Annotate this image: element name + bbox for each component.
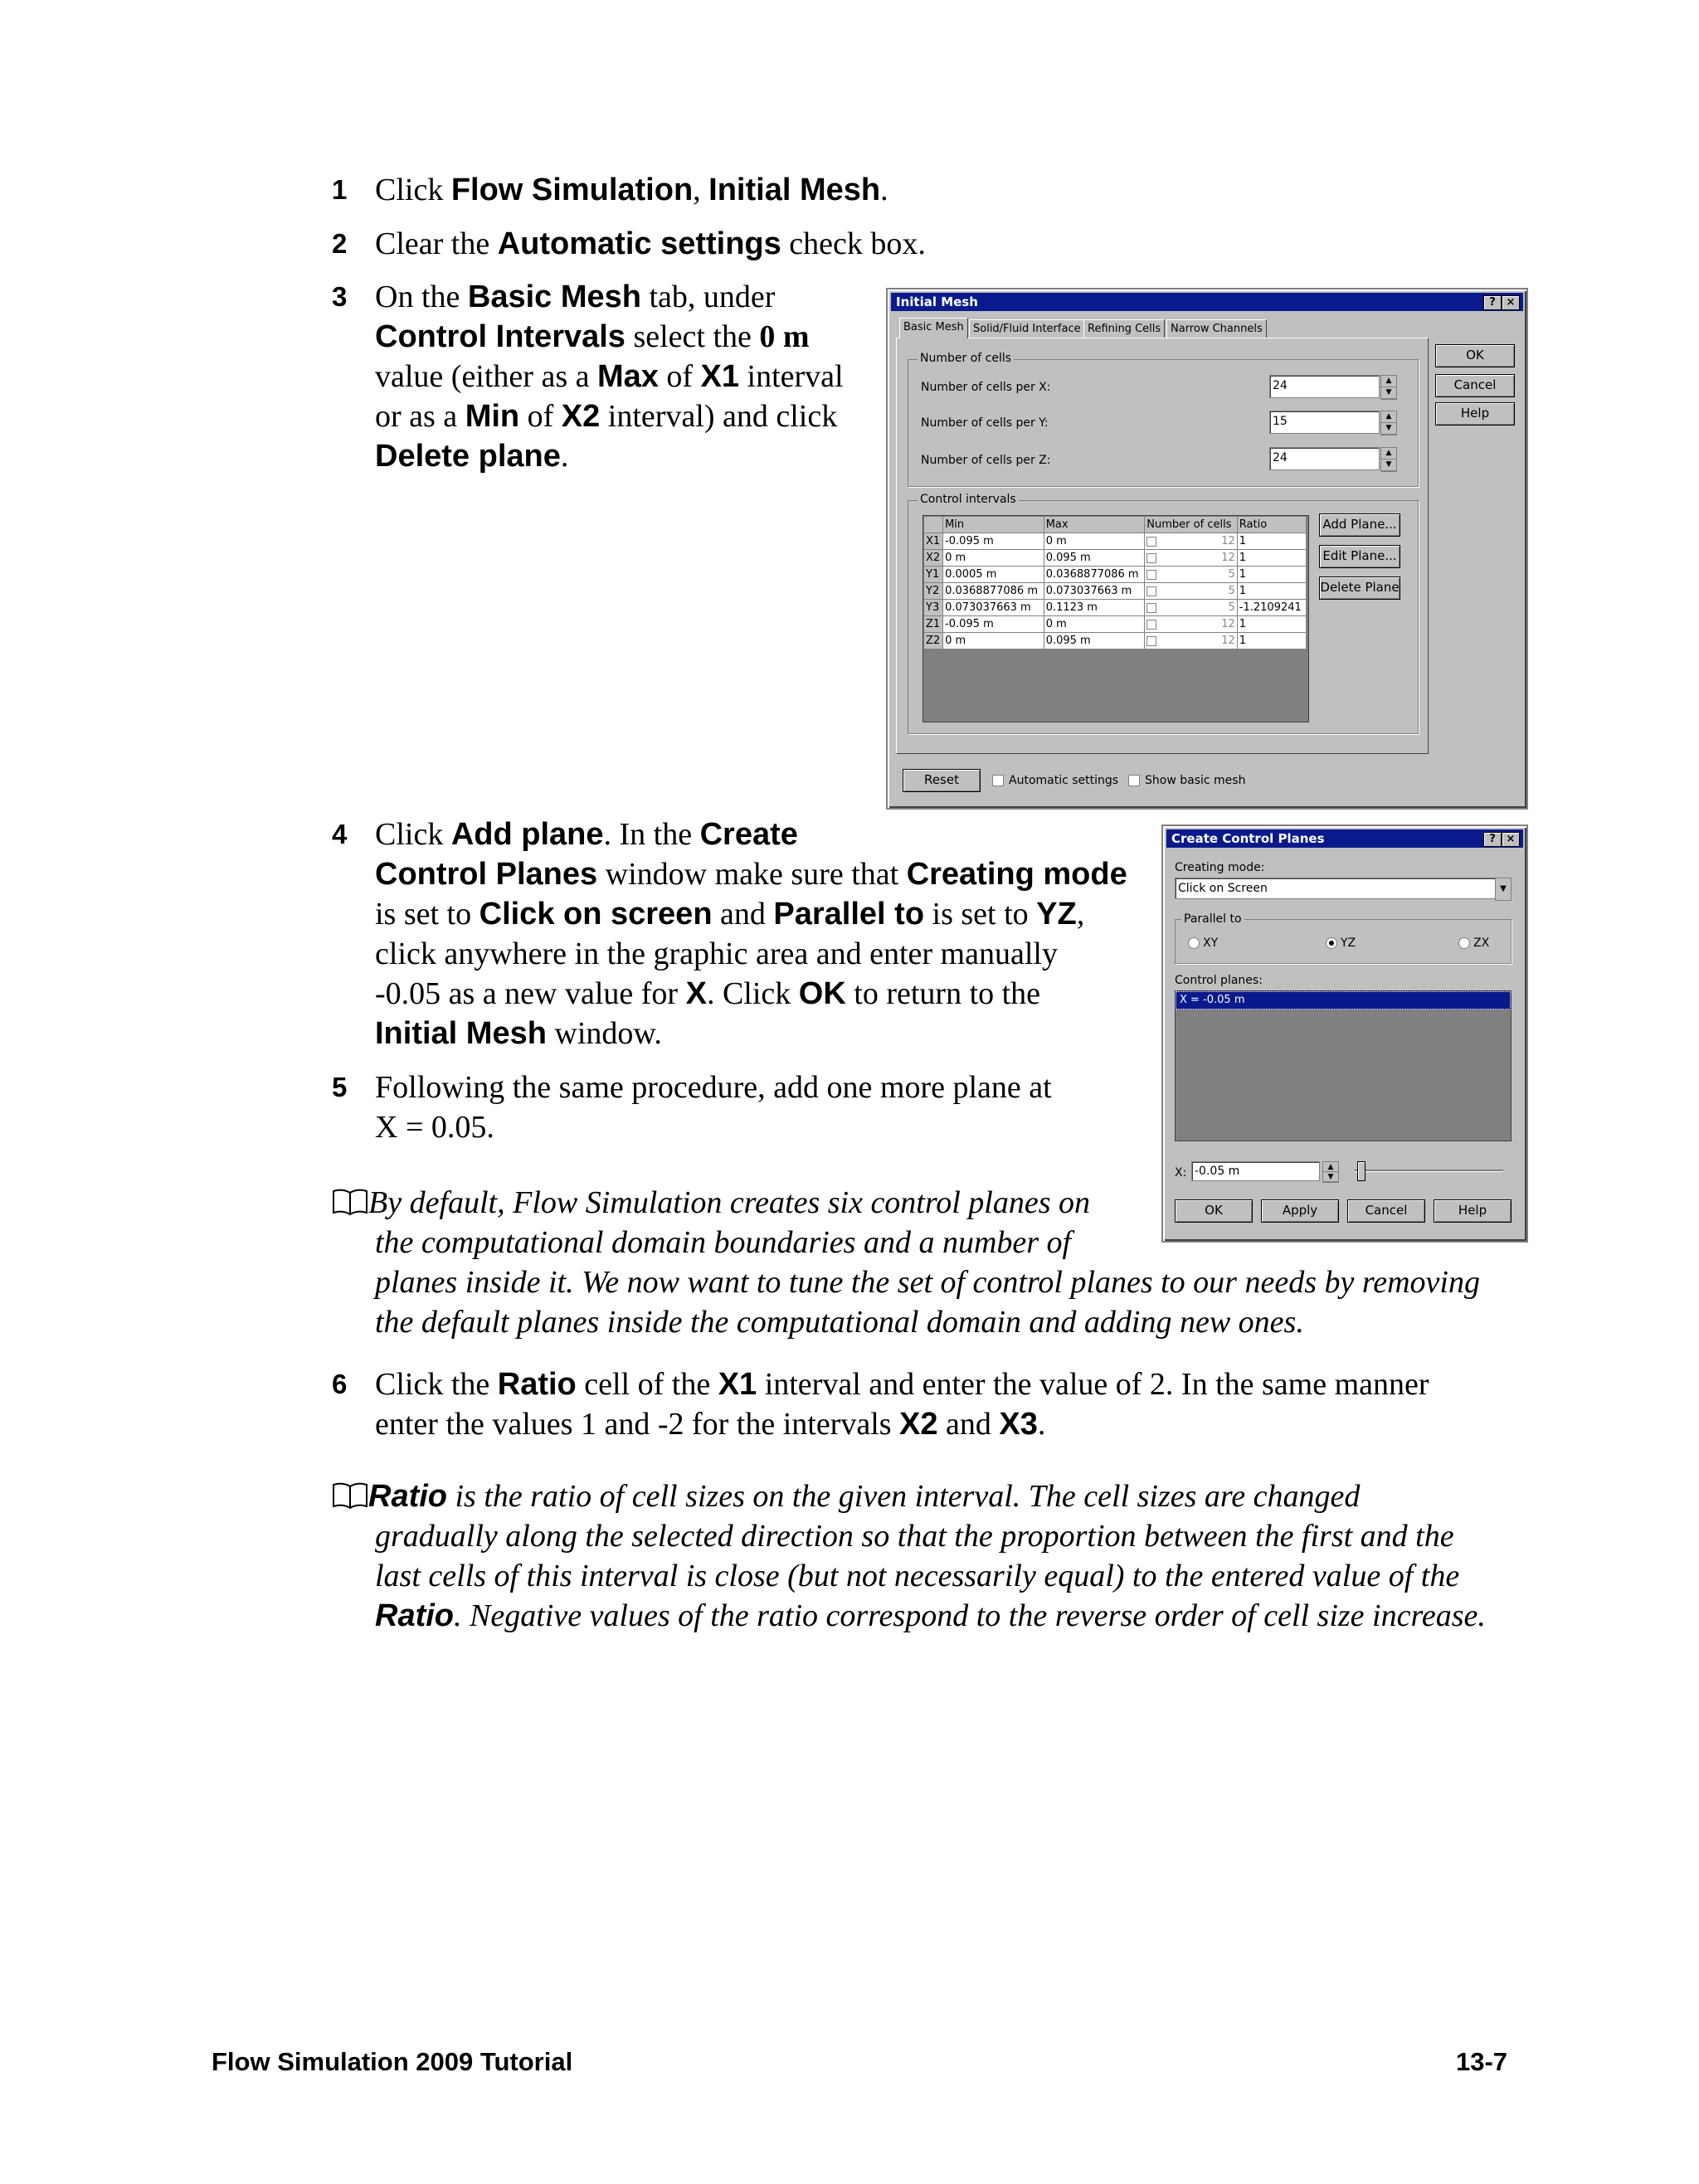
ratio-cell[interactable]: 1 [1237, 533, 1306, 550]
text-run: -0.05 as a new value for [375, 976, 686, 1011]
cells-y-label: Number of cells per Y: [921, 416, 1049, 430]
cells-checkbox[interactable] [1146, 620, 1156, 630]
text-line [375, 1107, 1052, 1147]
text-run: . In the [603, 817, 700, 852]
min-cell[interactable]: 0 m [943, 550, 1044, 567]
min-cell[interactable]: 0.073037663 m [943, 600, 1044, 616]
note-ratio [332, 1476, 1543, 1642]
bold-value: 0 m [759, 319, 810, 354]
book-icon [332, 1481, 368, 1510]
text-run: is set to [924, 897, 1037, 931]
bold-term: Parallel to [773, 897, 925, 931]
text-run: value (either as a [375, 359, 597, 394]
yz-radio[interactable] [1326, 937, 1337, 949]
cells-cell[interactable] [1145, 600, 1237, 616]
min-cell[interactable]: 0.0368877086 m [943, 583, 1044, 600]
initial-mesh-dialog [886, 288, 1528, 810]
step-text [375, 1068, 1052, 1147]
control-planes-label: Control planes: [1175, 974, 1263, 987]
ratio-cell[interactable]: 1 [1237, 633, 1306, 649]
cells-cell[interactable] [1145, 583, 1237, 600]
bold-term: Add plane [450, 817, 604, 852]
text-line [375, 436, 844, 476]
text-run: interval and enter the value of 2. In the same manner [757, 1367, 1429, 1402]
ok-button[interactable]: OK [1435, 344, 1515, 367]
row-name: Y3 [924, 600, 943, 616]
text-line [375, 934, 1127, 974]
x-slider-handle[interactable] [1357, 1161, 1366, 1181]
control-planes-list[interactable] [1175, 990, 1512, 1141]
text-run: planes inside it. We now want to tune the set of control planes to our needs by removing [375, 1265, 1480, 1300]
text-run: the default planes inside the computational domain and adding new ones. [375, 1305, 1304, 1340]
xy-radio[interactable] [1188, 937, 1200, 949]
text-line [368, 1183, 1480, 1223]
step-text [375, 277, 844, 476]
note-default-planes [332, 1183, 1543, 1349]
text-run: Clear the [375, 226, 498, 261]
ratio-cell[interactable]: -1.2109241 [1237, 600, 1306, 616]
ratio-cell[interactable]: 1 [1237, 616, 1306, 633]
step-6 [332, 1364, 1543, 1447]
text-run: interval) and click [600, 399, 838, 434]
step-number: 6 [332, 1369, 348, 1399]
zx-radio[interactable] [1458, 937, 1470, 949]
text-run: click anywhere in the graphic area and enter manually [375, 936, 1058, 971]
text-run: , [693, 173, 709, 207]
control-intervals-label: Control intervals [918, 493, 1019, 506]
row-name: Z2 [924, 633, 943, 649]
text-run: . [1037, 1407, 1046, 1442]
text-line [375, 1223, 1480, 1262]
x-value-input[interactable]: -0.05 m [1191, 1161, 1320, 1181]
create-control-planes-dialog [1161, 824, 1528, 1243]
step-5 [332, 1068, 1128, 1150]
min-cell[interactable]: 0 m [943, 633, 1044, 649]
bold-term: X2 [561, 399, 601, 434]
text-run: Click [375, 173, 451, 207]
creating-mode-label: Creating mode: [1175, 861, 1265, 874]
book-icon [332, 1188, 368, 1216]
min-cell[interactable]: -0.095 m [943, 533, 1044, 550]
text-line [375, 357, 844, 396]
min-cell[interactable]: -0.095 m [943, 616, 1044, 633]
bold-term: Initial Mesh [375, 1016, 547, 1051]
table-header: Max [1044, 517, 1145, 533]
yz-label: YZ [1341, 936, 1356, 950]
text-run: and [937, 1407, 1000, 1442]
table-header: Ratio [1237, 517, 1306, 533]
cells-y-spinner[interactable]: ▲ ▼ [1380, 411, 1397, 435]
text-line [375, 1404, 1429, 1444]
table-row[interactable] [924, 600, 1307, 616]
ok-button[interactable]: OK [1175, 1199, 1253, 1223]
text-run: On the [375, 280, 468, 314]
apply-button[interactable]: Apply [1261, 1199, 1339, 1223]
text-line [375, 277, 844, 317]
parallel-to-label: Parallel to [1181, 912, 1244, 926]
min-cell[interactable]: 0.0005 m [943, 567, 1044, 583]
bold-term: Control Intervals [375, 319, 626, 354]
close-icon[interactable]: × [1502, 832, 1520, 847]
ratio-cell[interactable]: 1 [1237, 583, 1306, 600]
max-cell[interactable]: 0.1123 m [1044, 600, 1145, 616]
bold-term: X1 [718, 1367, 757, 1402]
bold-term: Ratio [375, 1598, 454, 1633]
text-run: Click [375, 817, 451, 852]
table-row[interactable] [924, 567, 1307, 583]
step-number: 2 [332, 228, 348, 259]
cells-checkbox[interactable] [1146, 537, 1156, 547]
table-row[interactable] [924, 633, 1307, 649]
cells-checkbox[interactable] [1146, 570, 1156, 580]
text-line [375, 1556, 1486, 1596]
table-row[interactable] [924, 616, 1307, 633]
cells-cell[interactable] [1145, 633, 1237, 649]
ratio-cell[interactable]: 1 [1237, 567, 1306, 583]
show-basic-mesh-checkbox[interactable] [1128, 775, 1140, 786]
tab-basic-mesh[interactable]: Basic Mesh [899, 318, 968, 338]
cells-z-label: Number of cells per Z: [921, 454, 1051, 467]
tab-refining-cells[interactable]: Refining Cells [1083, 319, 1165, 338]
text-run: enter the values 1 and -2 for the intervals [375, 1407, 900, 1442]
bold-term: X [685, 976, 707, 1011]
creating-mode-select[interactable]: Click on Screen [1175, 878, 1502, 899]
bold-term: Creating mode [906, 857, 1127, 892]
cells-x-spinner[interactable]: ▲ ▼ [1380, 375, 1397, 400]
help-icon[interactable]: ? [1483, 295, 1502, 310]
cells-count: 12 [1221, 535, 1235, 547]
cells-cell[interactable] [1145, 567, 1237, 583]
text-run: is set to [375, 897, 480, 931]
text-run: , [1076, 897, 1085, 931]
max-cell[interactable]: 0 m [1044, 616, 1145, 633]
cells-cell[interactable] [1145, 533, 1237, 550]
text-run: Click the [375, 1367, 498, 1402]
automatic-settings-checkbox[interactable] [992, 775, 1004, 786]
help-icon[interactable]: ? [1483, 832, 1502, 847]
max-cell[interactable]: 0.073037663 m [1044, 583, 1145, 600]
bold-term: X1 [700, 359, 740, 394]
zx-label: ZX [1473, 936, 1490, 950]
text-run: window. [546, 1016, 662, 1051]
help-button[interactable]: Help [1435, 402, 1515, 426]
text-run: cell of the [576, 1367, 718, 1402]
max-cell[interactable]: 0 m [1044, 533, 1145, 550]
table-header [924, 517, 943, 533]
cells-z-input[interactable]: 24 [1269, 447, 1380, 470]
cells-cell[interactable] [1145, 616, 1237, 633]
text-run: Following the same procedure, add one more plane at [375, 1070, 1052, 1105]
bold-term: X2 [899, 1407, 938, 1442]
text-line [375, 854, 1127, 894]
step-number: 1 [332, 174, 348, 205]
cells-y-input[interactable]: 15 [1269, 411, 1380, 434]
x-slider-track[interactable] [1354, 1170, 1503, 1172]
table-row[interactable] [924, 533, 1307, 550]
step-2 [332, 224, 1161, 264]
text-line [375, 1364, 1429, 1404]
text-line [375, 894, 1127, 934]
row-name: Z1 [924, 616, 943, 633]
step-4 [332, 815, 1128, 1063]
table-header: Number of cells [1145, 517, 1237, 533]
bold-term: OK [798, 976, 846, 1011]
text-run: By default, Flow Simulation creates six control planes on [368, 1185, 1091, 1220]
close-icon[interactable]: × [1502, 295, 1520, 310]
bold-term: X3 [999, 1407, 1038, 1442]
bold-term: Delete plane [375, 439, 561, 474]
text-line [375, 1596, 1486, 1636]
help-button[interactable]: Help [1434, 1199, 1512, 1223]
reset-button[interactable]: Reset [903, 769, 981, 792]
cells-checkbox[interactable] [1146, 553, 1156, 563]
chevron-down-icon[interactable]: ▼ [1495, 878, 1512, 901]
note-text [368, 1476, 1486, 1636]
row-name: Y1 [924, 567, 943, 583]
add-plane-button[interactable]: Add Plane... [1319, 513, 1400, 537]
text-line [375, 1302, 1480, 1342]
text-line [375, 815, 1127, 854]
step-text [375, 1364, 1429, 1444]
cells-count: 12 [1221, 635, 1235, 647]
bold-term: Min [465, 399, 520, 434]
ratio-cell[interactable]: 1 [1237, 550, 1306, 567]
row-name: Y2 [924, 583, 943, 600]
text-run: or as a [375, 399, 465, 434]
note-text [368, 1183, 1480, 1342]
text-run: . Negative values of the ratio correspond to the reverse order of cell size increase. [454, 1598, 1486, 1633]
bold-term: Control Planes [375, 857, 598, 892]
bold-term: Flow Simulation [450, 173, 694, 207]
text-run: of [519, 399, 562, 434]
footer-page-number: 13-7 [1456, 2047, 1508, 2076]
row-name: X1 [924, 533, 943, 550]
step-1 [332, 170, 1161, 210]
row-name: X2 [924, 550, 943, 567]
text-run: tab, under [640, 280, 776, 314]
show-basic-mesh-label: Show basic mesh [1145, 774, 1246, 787]
text-run: select the [625, 319, 760, 354]
number-of-cells-label: Number of cells [918, 352, 1014, 365]
text-line [375, 1068, 1052, 1107]
step-text [375, 170, 888, 210]
text-run: interval [739, 359, 844, 394]
cells-checkbox[interactable] [1146, 636, 1156, 646]
x-value-spinner[interactable]: ▲ ▼ [1322, 1161, 1339, 1183]
cells-count: 5 [1228, 601, 1235, 614]
dialog-title: Create Control Planes [1166, 829, 1523, 848]
max-cell[interactable]: 0.095 m [1044, 633, 1145, 649]
step-number: 4 [332, 819, 348, 849]
cells-x-input[interactable]: 24 [1269, 375, 1380, 398]
text-run: X = 0.05. [375, 1110, 494, 1145]
automatic-settings-label: Automatic settings [1009, 774, 1119, 787]
text-run: of [658, 359, 701, 394]
xy-label: XY [1203, 936, 1219, 950]
text-run: is the ratio of cell sizes on the given interval. The cell sizes are changed [447, 1479, 1361, 1514]
dialog-title: Initial Mesh [891, 293, 1523, 311]
cells-count: 12 [1221, 618, 1235, 630]
tab-narrow-channels[interactable]: Narrow Channels [1166, 319, 1267, 338]
tab-solid-fluid-interface[interactable]: Solid/Fluid Interface [969, 319, 1085, 338]
max-cell[interactable]: 0.095 m [1044, 550, 1145, 567]
text-line [375, 1262, 1480, 1302]
text-run: last cells of this interval is close (but not necessarily equal) to the entered value of the [375, 1559, 1460, 1593]
text-line [368, 1476, 1486, 1516]
cells-checkbox[interactable] [1146, 586, 1156, 596]
footer-title: Flow Simulation 2009 Tutorial [212, 2047, 573, 2076]
text-run: the computational domain boundaries and a number of [375, 1225, 1072, 1260]
cells-cell[interactable] [1145, 550, 1237, 567]
text-line [375, 1516, 1486, 1556]
table-row[interactable] [924, 583, 1307, 600]
text-run: . [880, 173, 888, 207]
bold-term: Automatic settings [497, 226, 781, 261]
cells-checkbox[interactable] [1146, 603, 1156, 613]
bold-term: Initial Mesh [708, 173, 881, 207]
text-line [375, 974, 1127, 1014]
table-row[interactable] [924, 550, 1307, 567]
cancel-button[interactable]: Cancel [1435, 374, 1515, 397]
text-run: and [712, 897, 774, 931]
cells-x-label: Number of cells per X: [921, 381, 1051, 394]
cells-count: 12 [1221, 552, 1235, 564]
text-line [375, 1014, 1127, 1053]
text-run: gradually along the selected direction so that the proportion between the first and the [375, 1519, 1454, 1554]
step-number: 3 [332, 281, 348, 312]
bold-term: Click on screen [479, 897, 713, 931]
list-item[interactable]: X = -0.05 m [1176, 991, 1511, 1009]
bold-term: Ratio [368, 1479, 447, 1514]
edit-plane-button[interactable]: Edit Plane... [1319, 545, 1400, 568]
max-cell[interactable]: 0.0368877086 m [1044, 567, 1145, 583]
step-text [375, 815, 1127, 1053]
bold-term: Max [596, 359, 659, 394]
text-run: check box. [781, 226, 926, 261]
step-3 [332, 277, 863, 484]
text-run: . [560, 439, 569, 474]
x-label: X: [1175, 1166, 1187, 1180]
table-header: Min [943, 517, 1044, 533]
bold-term: YZ [1036, 897, 1077, 931]
cells-count: 5 [1228, 585, 1235, 597]
bold-term: Ratio [497, 1367, 577, 1402]
text-line [375, 317, 844, 357]
text-run: window make sure that [597, 857, 907, 892]
cells-z-spinner[interactable]: ▲ ▼ [1380, 447, 1397, 472]
control-intervals-table[interactable] [923, 516, 1307, 649]
delete-plane-button[interactable]: Delete Plane [1319, 576, 1400, 600]
bold-term: Create [699, 817, 798, 852]
cells-count: 5 [1228, 568, 1235, 581]
text-line [375, 396, 844, 436]
bold-term: Basic Mesh [467, 280, 641, 314]
step-number: 5 [332, 1072, 348, 1102]
text-run: . Click [706, 976, 799, 1011]
step-text [375, 224, 926, 264]
cancel-button[interactable]: Cancel [1347, 1199, 1425, 1223]
text-run: to return to the [845, 976, 1041, 1011]
